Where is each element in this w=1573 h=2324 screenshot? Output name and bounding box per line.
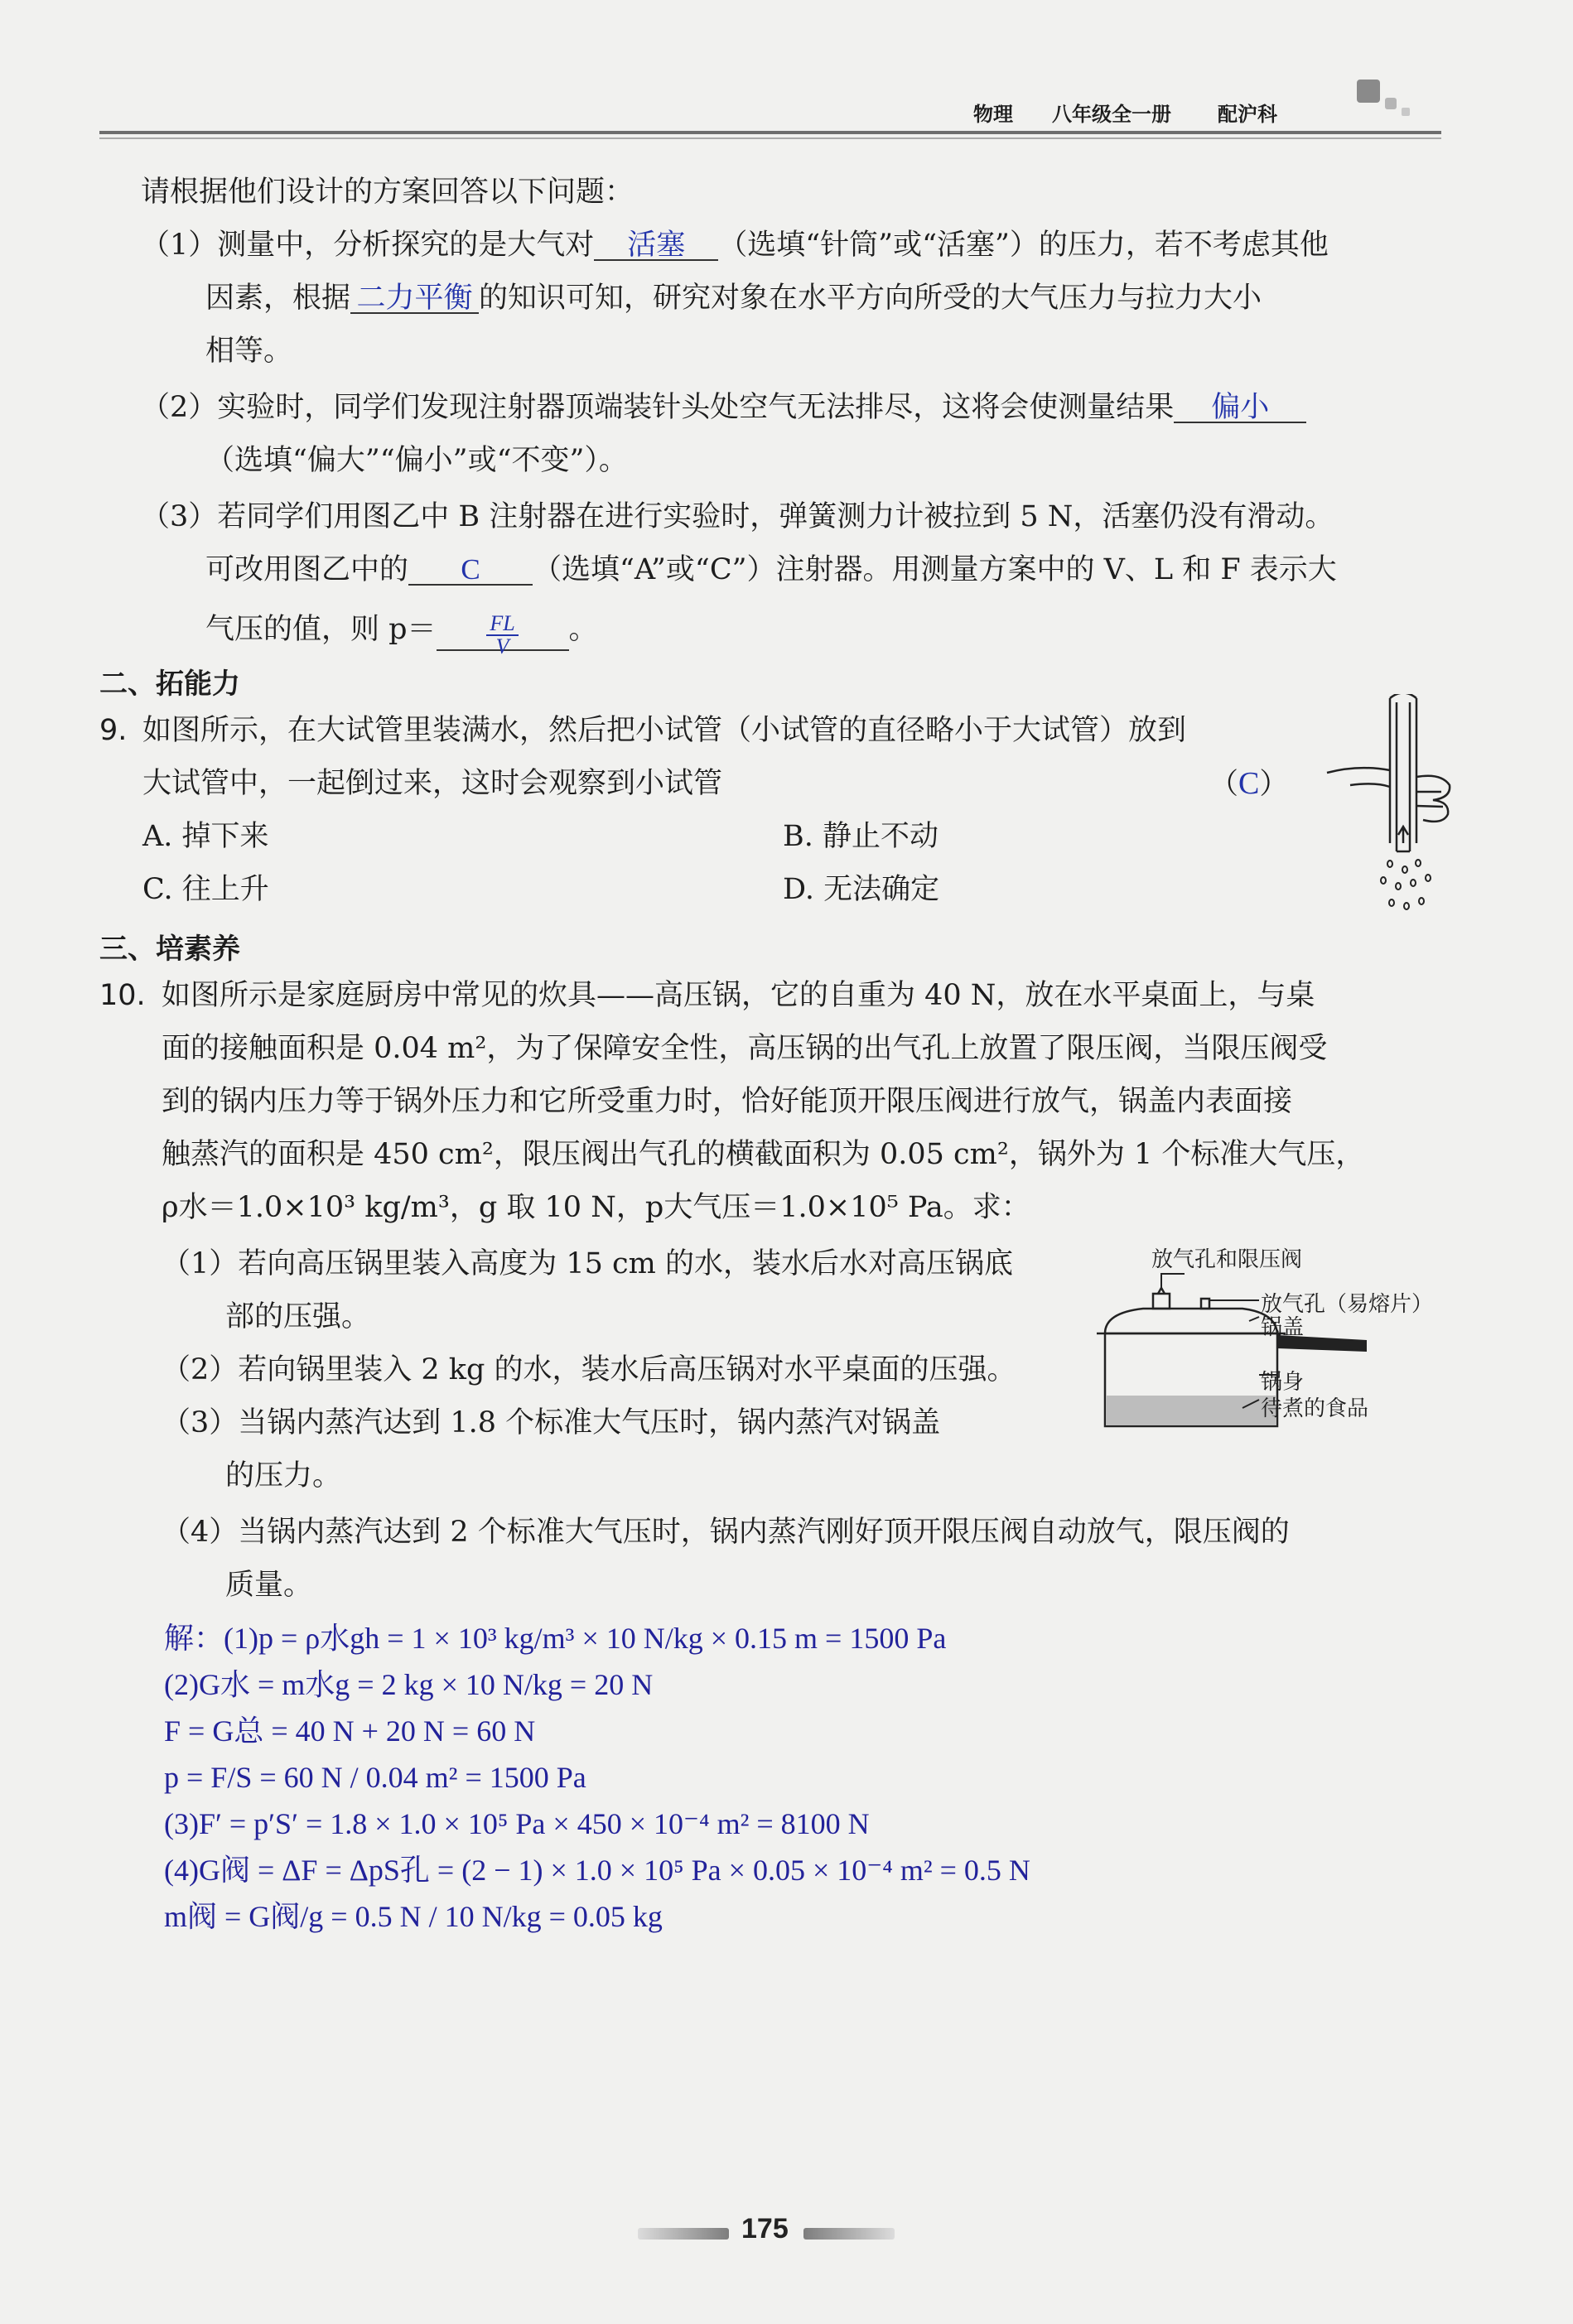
q10-sub1-a: （1）若向高压锅里装入高度为 15 cm 的水，装水后水对高压锅底 (162, 1247, 1013, 1280)
q9-answer: C (1238, 766, 1260, 801)
q10-number: 10. (99, 979, 146, 1012)
footer-left-bar (638, 2228, 729, 2240)
header-square-icon (1357, 80, 1380, 103)
q8-p3-answer1: C (408, 556, 533, 586)
label-vent-and-valve: 放气孔和限压阀 (1151, 1247, 1303, 1272)
q10-line3: 到的锅内压力等于锅外压力和它所受重力时，恰好能顶开限压阀进行放气，锅盖内表面接 (162, 1085, 1293, 1118)
q8-part3-line3 (205, 610, 598, 658)
solution-line-3: F = G总 = 40 N + 20 N = 60 N (164, 1714, 536, 1748)
q8-p1-text-c: 因素，根据 (205, 282, 351, 315)
solution-line-2: (2)G水 = m水g = 2 kg × 10 N/kg = 20 N (164, 1668, 654, 1701)
header-rule-thin (99, 137, 1441, 139)
q8-p1-answer1: 活塞 (594, 231, 718, 261)
q8-p3-text-a: （3）若同学们用图乙中 B 注射器在进行实验时，弹簧测力计被拉到 5 N，活塞仍没有滑动。 (141, 500, 1334, 533)
q9-option-b: B. 静止不动 (783, 820, 938, 853)
page-number: 175 (741, 2213, 789, 2244)
q8-p1-text-e: 相等。 (205, 335, 293, 368)
header-dot-icon (1385, 98, 1397, 109)
q8-p1-text-d: 的知识可知，研究对象在水平方向所受的大气压力与拉力大小 (479, 282, 1262, 315)
q9-line1: 如图所示，在大试管里装满水，然后把小试管（小试管的直径略小于大试管）放到 (142, 714, 1187, 747)
q9-line2: 大试管中，一起倒过来，这时会观察到小试管 (142, 767, 723, 800)
q8-part1-line1 (141, 229, 1329, 262)
q10-sub3-b: 的压力。 (225, 1459, 342, 1492)
q8-p1-text-a: （1）测量中，分析探究的是大气对 (141, 229, 595, 262)
q8-p3-text-c: （选填“A”或“C”）注射器。用测量方案中的 V、L 和 F 表示大 (533, 553, 1337, 586)
section-3-heading: 三、培素养 (99, 933, 240, 966)
q8-p2-text-b: （选填“偏大”“偏小”或“不变”）。 (205, 444, 628, 477)
q9-answer-paren (1209, 767, 1288, 801)
header-dot-small-icon (1402, 108, 1410, 116)
q8-p1-text-b: （选填“针筒”或“活塞”）的压力，若不考虑其他 (718, 229, 1329, 262)
header-rule (99, 131, 1441, 134)
header-grade: 八年级全一册 (1052, 103, 1171, 126)
solution-line-5: (3)F′ = p′S′ = 1.8 × 1.0 × 10⁵ Pa × 450 × 10⁻⁴ m² = 8100 N (164, 1807, 870, 1840)
intro-text: 请根据他们设计的方案回答以下问题： (141, 176, 635, 209)
test-tube-figure (1325, 694, 1458, 943)
q10-line2: 面的接触面积是 0.04 m²，为了保障安全性，高压锅的出气孔上放置了限压阀，当限压阀受 (162, 1032, 1328, 1065)
label-food: 待煮的食品 (1261, 1396, 1369, 1421)
q9-option-a: A. 掉下来 (142, 820, 269, 853)
q8-p3-text-d: 气压的值，则 p＝ (205, 613, 437, 647)
q8-part1-line2 (205, 282, 1262, 315)
q10-sub1-b: 部的压强。 (225, 1300, 371, 1333)
q8-p3-text-b: 可改用图乙中的 (205, 553, 409, 586)
header-edition: 配沪科 (1218, 103, 1277, 126)
q8-part2-line1 (141, 391, 1306, 424)
footer-right-bar (803, 2228, 895, 2240)
q10-sub2: （2）若向锅里装入 2 kg 的水，装水后高压锅对水平桌面的压强。 (162, 1353, 1016, 1386)
q9-number: 9. (99, 714, 128, 747)
q8-p3-answer2-num: FL (486, 613, 518, 636)
q8-p2-answer: 偏小 (1174, 393, 1306, 423)
q10-line4: 触蒸汽的面积是 450 cm²，限压阀出气孔的横截面积为 0.05 cm²，锅外为 1 个标准大气压， (162, 1138, 1365, 1171)
q10-sub4-a: （4）当锅内蒸汽达到 2 个标准大气压时，锅内蒸汽刚好顶开限压阀自动放气，限压阀的 (162, 1516, 1290, 1549)
pressure-cooker-figure (1093, 1242, 1458, 1458)
solution-line-7: m阀 = G阀/g = 0.5 N / 10 N/kg = 0.05 kg (164, 1900, 663, 1933)
label-lid: 锅盖 (1261, 1315, 1305, 1340)
q9-paren-right: ） (1259, 768, 1289, 801)
q8-p2-text-a: （2）实验时，同学们发现注射器顶端装针头处空气无法排尽，这将会使测量结果 (141, 391, 1175, 424)
solution-line-4: p = F/S = 60 N / 0.04 m² = 1500 Pa (164, 1761, 586, 1794)
q9-paren-left: （ (1209, 768, 1239, 801)
q8-part3-line2 (205, 553, 1337, 586)
q8-p3-text-e: 。 (568, 613, 598, 647)
q9-option-d: D. 无法确定 (783, 873, 940, 906)
q10-sub4-b: 质量。 (225, 1569, 313, 1602)
q9-option-c: C. 往上升 (142, 873, 269, 906)
section-2-heading: 二、拓能力 (99, 668, 240, 701)
solution-line-1: 解：(1)p = ρ水gh = 1 × 10³ kg/m³ × 10 N/kg × 0.15 m = 1500 Pa (164, 1622, 947, 1655)
solution-line-6: (4)G阀 = ΔF = ΔpS孔 = (2 − 1) × 1.0 × 10⁵ Pa × 0.05 × 10⁻⁴ m² = 0.5 N (164, 1854, 1030, 1887)
q10-line1: 如图所示是家庭厨房中常见的炊具——高压锅，它的自重为 40 N，放在水平桌面上，与桌 (162, 979, 1315, 1012)
q10-sub3-a: （3）当锅内蒸汽达到 1.8 个标准大气压时，锅内蒸汽对锅盖 (162, 1406, 941, 1439)
page-footer (638, 2211, 936, 2253)
q8-p3-answer2 (437, 611, 569, 658)
header-subject: 物理 (973, 103, 1013, 126)
label-vent-fusible: 放气孔（易熔片） (1261, 1292, 1434, 1317)
q8-p3-answer2-den: V (495, 634, 509, 658)
q8-p1-answer2: 二力平衡 (350, 284, 479, 314)
label-body: 锅身 (1261, 1370, 1305, 1395)
page-header (99, 91, 1441, 149)
q10-line5: ρ水＝1.0×10³ kg/m³，g 取 10 N，p大气压＝1.0×10⁵ Pa。求： (162, 1191, 1030, 1224)
